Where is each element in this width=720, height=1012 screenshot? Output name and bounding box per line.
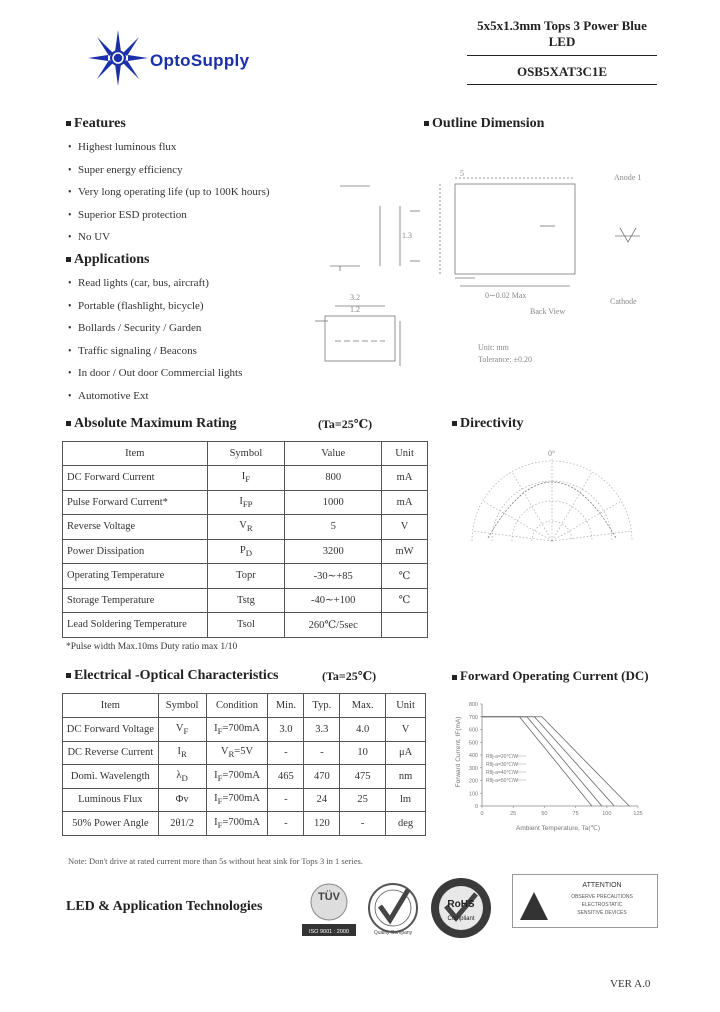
chart-y-tick-label: 400 [468,753,478,759]
table-row [63,613,428,638]
table-cell: Lead Soldering Temperature [63,613,208,638]
table-cell: Topr [207,564,285,589]
product-title-line2: LED [548,34,576,49]
chart-y-tick-label: 100 [468,791,478,798]
column-header: Min. [268,694,304,718]
list-item: • No UV [68,231,111,243]
table-cell: 1000 [285,490,382,515]
table-cell: - [268,741,304,765]
table-cell: 475 [340,765,386,789]
list-item: • Automotive Ext [68,389,149,402]
column-header: Item [63,694,159,718]
table-cell: - [304,741,340,765]
table-row [63,812,426,836]
table-cell: Reverse Voltage [63,515,208,540]
table-row [63,765,426,789]
chart-legend-label: Rθj-a=30℃/W [486,762,519,768]
chart-x-tick-label: 125 [633,811,643,817]
table-cell: V [382,515,428,540]
outline-dimension-drawing [300,166,660,376]
column-header: Unit [386,694,426,718]
attention-text: ELECTROSTATIC [581,902,623,908]
table-cell: Power Dissipation [63,539,208,564]
table-cell: Pulse Forward Current* [63,490,208,515]
pad-note-label: 0∼0.02 Max [485,291,527,300]
table-row [63,515,428,540]
table-row [63,741,426,765]
table-cell: mA [382,490,428,515]
list-item: • Bollards / Security / Garden [68,322,202,334]
table-cell: 3200 [285,539,382,564]
chart-y-tick-label: 300 [468,765,478,772]
tuv-label: TÜV [318,891,340,903]
table-cell: $\lambda_D$ [158,765,206,789]
chart-x-tick-label: 100 [602,811,612,817]
list-item: • Superior ESD protection [68,208,187,221]
back-view-label: Back View [530,307,566,316]
table-row [63,788,426,812]
table-cell: 2θ1/2 [158,812,206,836]
table-cell: $V_R=5V$ [206,741,268,765]
table-cell: -30∼+85 [285,564,382,589]
chart-y-tick-label: 800 [468,702,478,708]
tuv-certification-badge [300,880,358,940]
chart-y-tick-label: 200 [468,778,478,785]
table-cell: 10 [340,741,386,765]
electro-optical-heading: Electrical -Optical Characteristics [66,668,278,684]
table-cell: $I_F=700mA$ [206,718,268,742]
forward-current-chart [438,694,658,834]
list-item: • In door / Out door Commercial lights [68,367,243,379]
chart-x-axis-label: Ambient Temperature, Ta(℃) [515,825,601,832]
list-item: • Portable (flashlight, bicycle) [68,299,204,312]
table-cell: mA [382,466,428,491]
attention-title: ATTENTION [582,882,622,889]
table-cell: $I_F$ [207,466,285,491]
anode-label: Anode 1 [614,173,642,182]
list-item: • Highest luminous flux [68,141,177,153]
table-cell: 260℃/5sec [285,613,382,638]
table-row [63,564,428,589]
chart-legend-label: Rθj-a=50℃/W [486,778,519,784]
table-cell [382,613,428,638]
list-item: • Super energy efficiency [68,163,183,176]
table-cell: -40∼+100 [285,588,382,613]
table-cell: - [340,812,386,836]
table-cell: Luminous Flux [63,788,159,812]
list-item: • Read lights (car, bus, aircraft) [68,277,209,289]
outline-heading: Outline Dimension [424,116,544,132]
table-cell: DC Reverse Current [63,741,159,765]
table-header-row [63,694,426,718]
table-row [63,539,428,564]
column-header: Item [63,442,208,466]
table-cell: $V_R$ [207,515,285,540]
iso-label: ISO 9001 : 2000 [308,929,350,935]
column-header: Typ. [304,694,340,718]
quality-company-badge [366,878,420,938]
table-cell: DC Forward Current [63,466,208,491]
table-cell: $I_F=700mA$ [206,788,268,812]
table-cell: $I_F=700mA$ [206,765,268,789]
attention-text: OBSERVE PRECAUTIONS [571,894,633,900]
table-cell: nm [386,765,426,789]
table-cell: 465 [268,765,304,789]
chart-x-tick-label: 0 [480,811,484,817]
column-header: Condition [206,694,268,718]
chart-y-axis-label: Forward Current, IF(mA) [455,716,462,788]
chart-legend-label: Rθj-a=40℃/W [486,770,519,776]
table-cell: $I_F=700mA$ [206,812,268,836]
chart-y-tick-label: 600 [468,727,478,734]
column-header: Max. [340,694,386,718]
chart-legend-label: Rθj-a=20℃/W [486,754,519,760]
table-cell: $I_R$ [158,741,206,765]
table-cell: Tstg [207,588,285,613]
absolute-max-footnote: *Pulse width Max.10ms Duty ratio max 1/10 [66,642,238,652]
table-cell: 25 [340,788,386,812]
table-cell: Operating Temperature [63,564,208,589]
electro-optical-condition: (Ta=25℃) [322,669,377,683]
table-row [63,718,426,742]
table-cell: 3.0 [268,718,304,742]
column-header: Unit [382,442,428,466]
table-row [63,588,428,613]
column-header: Value [285,442,382,466]
esd-attention-label [512,874,658,928]
absolute-max-heading: Absolute Maximum Rating [66,416,237,432]
chart-y-tick-label: 0 [474,804,478,810]
rohs-compliant-badge [428,876,494,940]
quality-label: Quality Company [373,930,413,936]
table-cell: Φv [158,788,206,812]
chart-x-tick-label: 50 [541,811,548,817]
table-cell: $P_D$ [207,539,285,564]
title-divider [467,55,657,56]
absolute-max-condition: (Ta=25℃) [318,417,373,431]
chart-y-tick-label: 700 [468,714,478,721]
dimension-label: 1.3 [402,231,412,240]
table-cell: 3.3 [304,718,340,742]
dimension-label: 5 [460,169,464,178]
table-cell: 50% Power Angle [63,812,159,836]
rohs-label: RoHS [447,899,475,910]
tolerance-label: Tolerance: ±0.20 [478,355,533,364]
chart-x-tick-label: 25 [510,811,517,817]
table-cell: 24 [304,788,340,812]
electro-optical-table [62,693,426,836]
column-header: Symbol [158,694,206,718]
forward-current-heading: Forward Operating Current (DC) [452,668,649,684]
table-cell: μA [386,741,426,765]
product-title-line1: 5x5x1.3mm Tops 3 Power Blue [477,18,647,33]
product-title [467,18,657,50]
chart-y-tick-label: 500 [468,740,478,747]
column-header: Symbol [207,442,285,466]
chart-x-tick-label: 75 [572,811,579,817]
cathode-label: Cathode [610,297,637,306]
directivity-heading: Directivity [452,416,524,432]
directivity-chart [458,446,646,546]
table-cell: 800 [285,466,382,491]
table-cell: $I_{FP}$ [207,490,285,515]
dimension-label: 1.2 [350,305,360,314]
table-cell: lm [386,788,426,812]
company-logo-icon [86,28,150,88]
table-row [63,490,428,515]
part-number: OSB5XAT3C1E [516,64,608,79]
table-header-row [63,442,428,466]
table-cell: deg [386,812,426,836]
applications-heading: Applications [66,252,149,268]
footer-company-line: LED & Application Technologies [66,899,263,914]
part-number-divider [467,84,657,85]
table-cell: ℃ [382,564,428,589]
version-label: VER A.0 [610,978,651,990]
table-cell: Domi. Wavelength [63,765,159,789]
table-cell: 5 [285,515,382,540]
directivity-top-label: 0° [548,449,556,458]
table-cell: ℃ [382,588,428,613]
table-cell: mW [382,539,428,564]
table-cell: V [386,718,426,742]
table-cell: Storage Temperature [63,588,208,613]
table-cell: - [268,812,304,836]
dimension-label: 3.2 [350,293,360,302]
table-cell: 470 [304,765,340,789]
table-cell: $V_F$ [158,718,206,742]
attention-text: SENSITIVE DEVICES [577,910,627,916]
list-item: • Very long operating life (up to 100K hours) [68,186,270,198]
table-cell: - [268,788,304,812]
unit-label: Unit: mm [478,343,509,352]
company-logo-text: OptoSupply [150,51,250,70]
table-cell: 120 [304,812,340,836]
absolute-max-table [62,441,428,638]
table-row [63,466,428,491]
features-heading: Features [66,116,126,132]
table-cell: 4.0 [340,718,386,742]
rohs-sub-label: Compliant [447,916,475,922]
table-cell: Tsol [207,613,285,638]
table-cell: DC Forward Voltage [63,718,159,742]
list-item: • Traffic signaling / Beacons [68,344,197,357]
electro-optical-note: Note: Don't drive at rated current more than 5s without heat sink for Tops 3 in 1 series. [68,856,363,866]
